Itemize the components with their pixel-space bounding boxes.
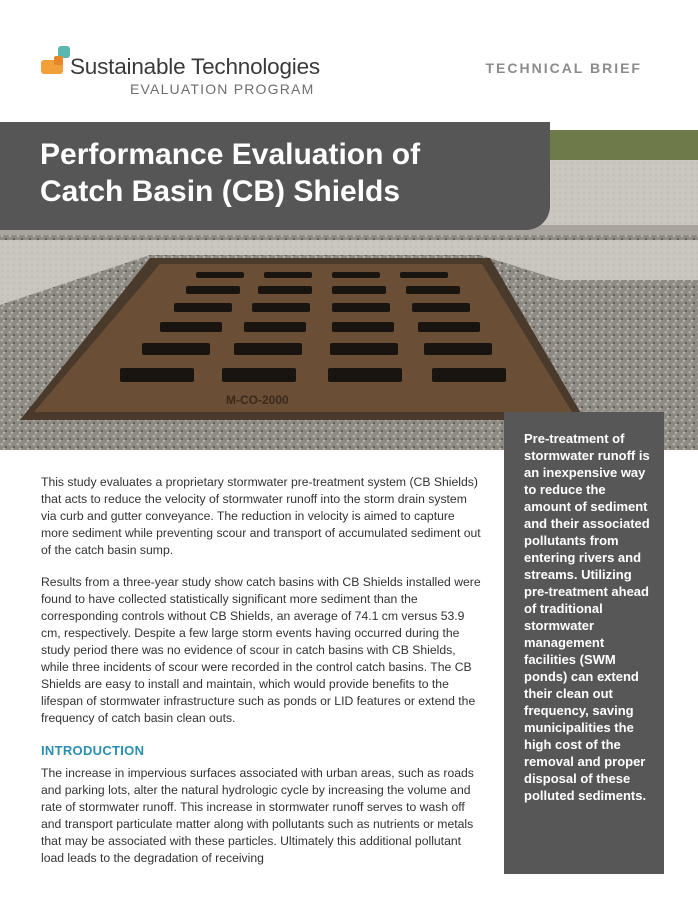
title-line-2: Catch Basin (CB) Shields	[40, 175, 401, 208]
results-paragraph: Results from a three-year study show catch basins with CB Shields installed were found to have collected statistically significant more sediment than the corresponding controls without CB Shields, an average of 74.1 cm versus 53.9 cm, respectively. Despite a few large storm events having occurred during the study period there was no evidence of scour in catch basins with CB Shields, while three incidents of scour were recorded in the control catch basins. The CB Shields are easy to install and maintain, which would provide benefits to the lifespan of stormwater infrastructure such as ponds or LID features or extend the frequency of catch basin clean outs.	[41, 575, 481, 725]
title-line-1: Performance Evaluation of	[40, 138, 421, 171]
callout-text: Pre-treatment of stormwater runoff is an inexpensive way to reduce the amount of sediment and their associated pollutants from entering rivers and streams. Utilizing pre-treatment ahead of traditional stormwater management facilities (SWM ponds) can extend their clean out frequency, saving municipalities the high cost of the removal and proper disposal of these polluted sediments.	[524, 431, 650, 803]
summary-paragraph: This study evaluates a proprietary stormwater pre-treatment system (CB Shields) that acts to reduce the velocity of stormwater runoff into the storm drain system via curb and gutter conveyance. The reduction in velocity is aimed to capture more sediment while preventing scour and transport of accumulated sediment out of the catch basin sump.	[41, 475, 481, 557]
introduction-heading: INTRODUCTION	[41, 743, 145, 758]
logo-title: Sustainable Technologies	[70, 54, 320, 79]
body-copy	[41, 474, 481, 882]
logo-subtitle: EVALUATION PROGRAM	[130, 81, 315, 97]
grate-marking: M-CO-2000	[226, 393, 289, 407]
introduction-paragraph: The increase in impervious surfaces associated with urban areas, such as roads and parking lots, alter the natural hydrologic cycle by increasing the volume and rate of stormwater runoff. This increase in stormwater runoff serves to wash off and transport particulate matter along with pollutants such as nutrients or metals that may be associated with these particles. Ultimately this additional pollutant load leads to the degradation of receiving	[41, 766, 474, 865]
document-type-label: TECHNICAL BRIEF	[485, 60, 642, 76]
